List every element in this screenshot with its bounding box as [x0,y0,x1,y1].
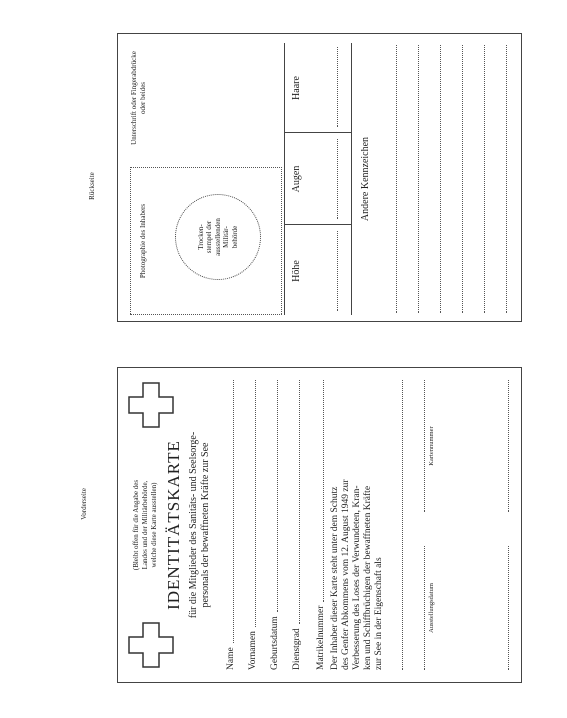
front-side-label: Vorderseite [80,488,88,520]
field-rank: Dienstgrad [288,380,302,670]
front-identity-card [117,367,522,683]
field-birth-date: Geburtsdatum [266,380,280,670]
card-number-label: Kartennummer [428,426,435,466]
photo-label: Photographie des Inhabers [139,203,147,279]
marks-line-4 [462,45,463,313]
column-hair: Haare [291,76,302,100]
height-value-line [337,231,338,311]
column-eyes: Augen [291,165,302,193]
issue-date-line [424,546,425,670]
marks-line-3 [440,45,441,313]
field-first-names: Vornamen [244,380,258,670]
back-identity-card [117,33,522,322]
marks-line-2 [418,45,419,313]
field-service-number: Matrikelnummer [312,380,326,670]
signature-label: Unterschrift oder Fingerabdrücke oder beides [130,51,147,145]
card-number-line [424,380,425,512]
hair-value-line [337,47,338,127]
back-card-content [118,34,521,321]
marks-label: Andere Kennzeichen [360,136,371,222]
authority-note: (Bleibt offen für die Angabe des Landes und der Militärbehörde, welche diese Karte ausstellen) [132,479,158,571]
eyes-value-line [337,139,338,219]
dry-stamp-circle: Trocken- stempel der ausstellenden Militär- behörde [175,194,261,280]
card-subtitle: für die Mitglieder des Sanitäts- und Seelsorge- personals der bewaffneten Kräfte zur See [188,431,211,619]
capacity-line [402,380,403,670]
protection-statement: Der Inhaber dieser Karte steht unter dem Schutz des Genfer Abkommens vom 12. August 1949 zur Verbesserung des Loses der Verwundeten, Kran- ken und Schiffbrüchigen der bewaffneten Kräfte zur See in der Eigenschaft als [330,479,384,670]
photo-box [130,167,282,315]
column-height: Höhe [291,260,302,282]
card-title: IDENTITÄTSKARTE [164,440,183,610]
description-table [284,43,352,315]
marks-line-6 [506,45,507,313]
marks-line-5 [484,45,485,313]
issue-date-label: Ausstellungsdatum [428,583,435,633]
front-card-content [118,368,521,682]
card-number-line-2 [508,380,509,512]
field-name: Name [222,380,236,670]
marks-line-1 [396,45,397,313]
issue-date-line-2 [508,546,509,670]
back-side-label: Rückseite [88,172,96,200]
